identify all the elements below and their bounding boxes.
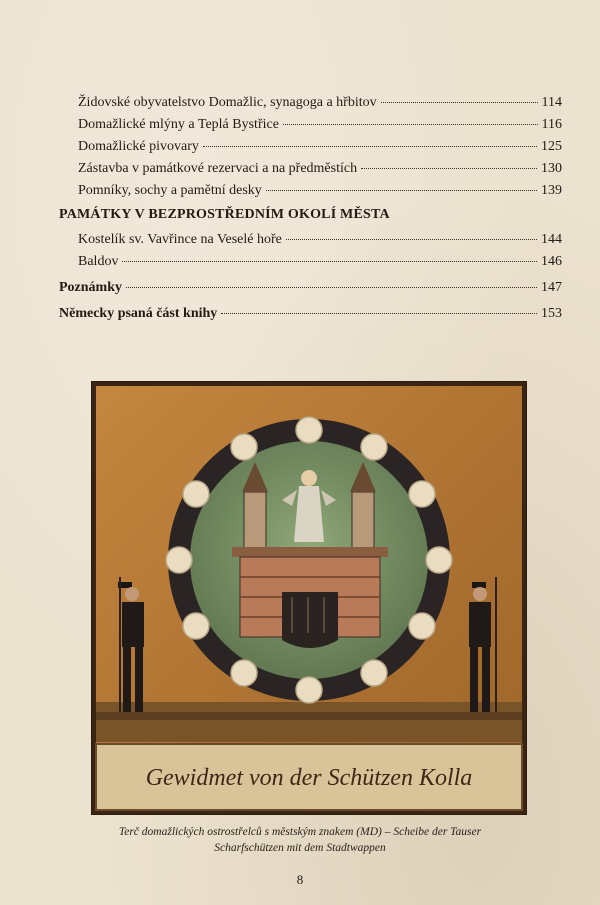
toc-entry-page: 139 [541,183,562,198]
caption-line-1: Terč domažlických ostrostřelců s městským znakem (MD) – Scheibe der Tauser [118,826,482,838]
toc-entry-label: Domažlické pivovary [78,139,199,154]
toc-leader-dots [203,146,537,147]
toc-entry[interactable] [78,138,562,156]
toc-leader-dots [122,261,537,262]
toc-entry[interactable] [78,94,562,112]
toc-entry-label: Zástavba v památkové rezervaci a na předměstích [78,161,358,176]
caption-line-2: Scharfschützen mit dem Stadtwappen [214,842,386,854]
toc-entry-bold[interactable] [59,279,562,297]
toc-entry-page: 125 [541,139,562,154]
toc-entry-page: 130 [541,161,562,176]
target-painting-photo [92,382,526,814]
toc-leader-dots [126,287,537,288]
toc-entry[interactable] [78,253,562,271]
toc-entry-bold[interactable] [59,305,562,323]
toc-entry-page: 144 [541,232,562,247]
toc-entry-page: 153 [541,306,562,321]
page-number: 8 [296,872,304,887]
toc-entry-label: Německy psaná část knihy [59,306,218,321]
toc-entry[interactable] [78,182,562,200]
toc-entry-label: Baldov [78,254,119,269]
toc-leader-dots [286,239,537,240]
toc-leader-dots [361,168,537,169]
toc-entry-label: Domažlické mlýny a Teplá Bystřice [78,117,279,132]
toc-entry-page: 147 [541,280,562,295]
toc-entry-page: 114 [541,95,562,110]
toc-entry[interactable] [78,160,562,178]
toc-entry-label: Kostelík sv. Vavřince na Veselé hoře [78,232,282,247]
toc-leader-dots [266,190,537,191]
toc-entry-label: Židovské obyvatelstvo Domažlic, synagoga a hřbitov [78,95,377,110]
toc-entry[interactable] [78,116,562,134]
banner-inscription: Gewidmet von der Schützen Kolla [145,765,473,791]
toc-entry-page: 116 [541,117,562,132]
toc-section-heading: PAMÁTKY V BEZPROSTŘEDNÍM OKOLÍ MĚSTA [59,207,390,222]
toc-entry-page: 146 [541,254,562,269]
town-coat-of-arms [232,462,388,648]
toc-leader-dots [381,102,538,103]
figure-caption [60,824,540,856]
toc-entry[interactable] [78,231,562,249]
toc-leader-dots [221,313,537,314]
toc-entry-label: Poznámky [59,280,122,295]
toc-leader-dots [283,124,538,125]
toc-entry-label: Pomníky, sochy a pamětní desky [78,183,262,198]
